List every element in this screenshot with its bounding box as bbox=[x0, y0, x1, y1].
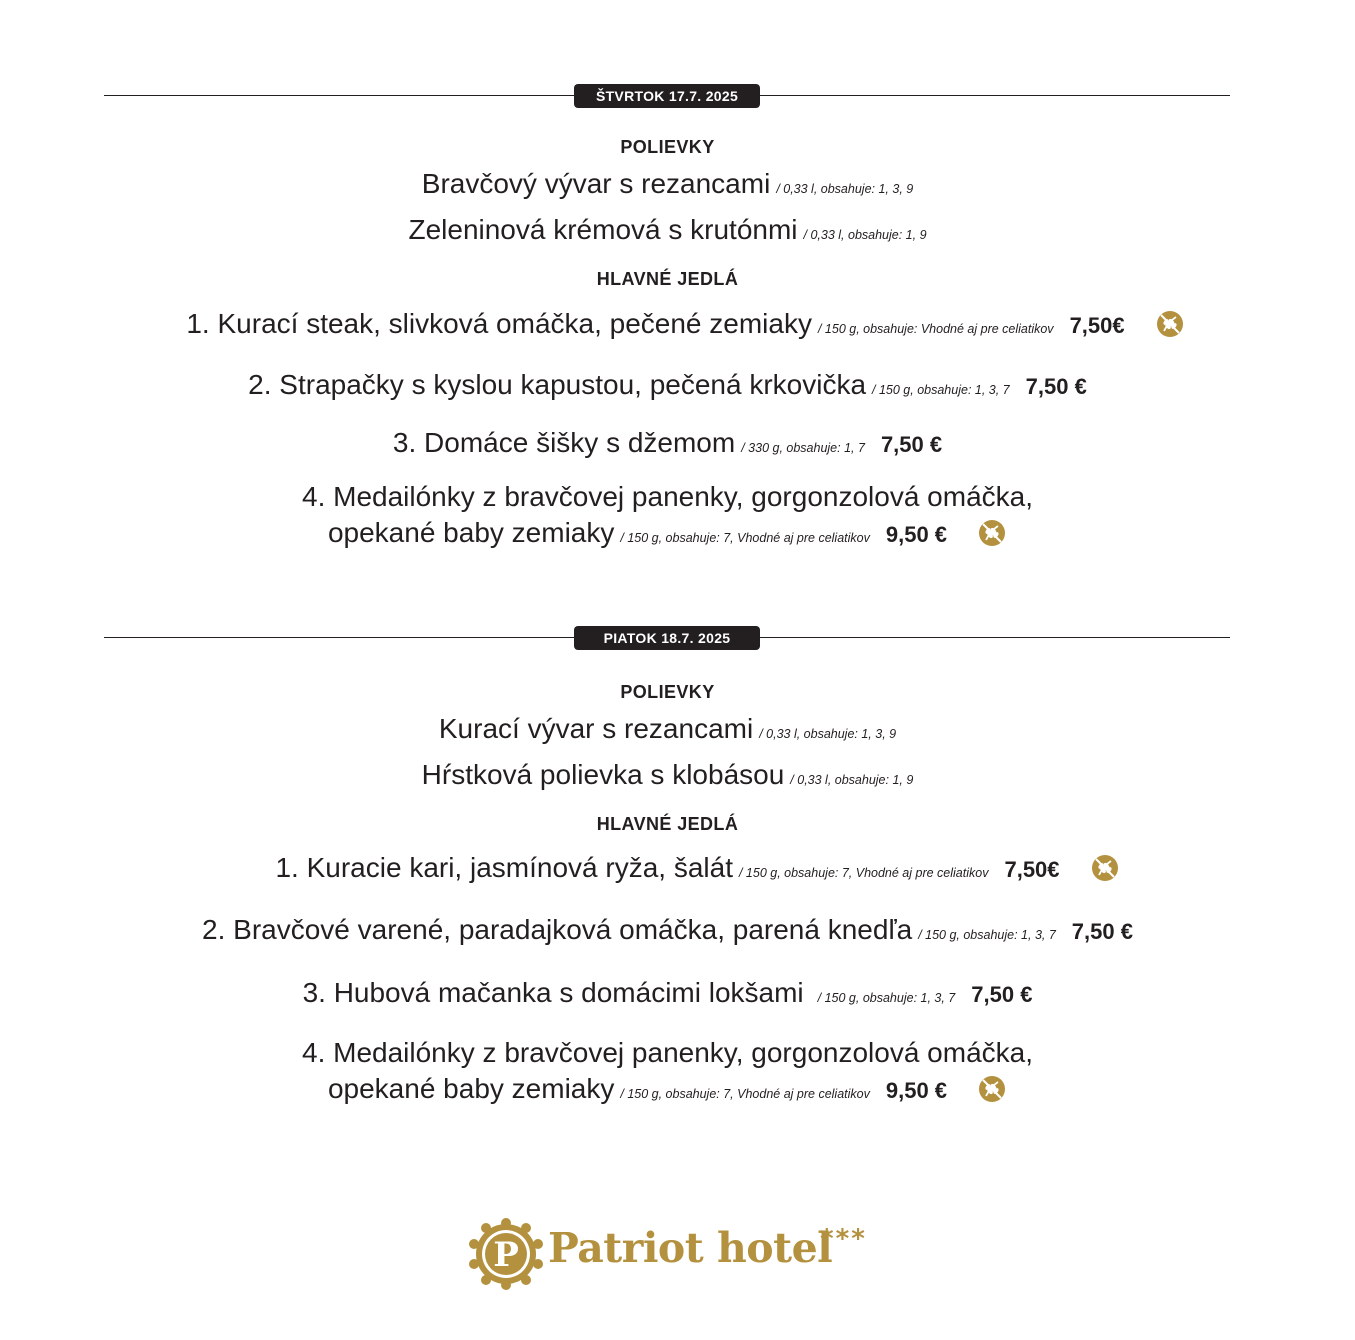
dish-info: / 150 g, obsahuje: 7, Vhodné aj pre celiatikov bbox=[738, 866, 989, 880]
dish-name: 1. Kuracie kari, jasmínová ryža, šalát bbox=[275, 852, 733, 883]
main-dish-item-line2 bbox=[0, 1073, 1335, 1105]
mains-heading: HLAVNÉ JEDLÁ bbox=[596, 269, 739, 289]
main-dish-item bbox=[30, 852, 1355, 884]
svg-text:P: P bbox=[493, 1235, 519, 1275]
soups-heading: POLIEVKY bbox=[620, 682, 715, 702]
dish-price: 7,50€ bbox=[1004, 857, 1060, 882]
dish-price: 9,50 € bbox=[885, 1078, 948, 1103]
main-dish-item bbox=[0, 914, 1335, 946]
soup-info: / 0,33 l, obsahuje: 1, 3, 9 bbox=[776, 182, 914, 196]
gluten-free-icon bbox=[977, 518, 1007, 548]
soup-item bbox=[0, 759, 1335, 791]
dish-info: / 330 g, obsahuje: 1, 7 bbox=[741, 441, 865, 455]
dish-info: / 150 g, obsahuje: 7, Vhodné aj pre celiatikov bbox=[620, 1087, 870, 1101]
dish-info: / 150 g, obsahuje: 7, Vhodné aj pre celiatikov bbox=[620, 531, 870, 545]
main-dish-item bbox=[18, 308, 1353, 340]
dish-info: / 150 g, obsahuje: 1, 3, 7 bbox=[817, 991, 956, 1005]
dish-price: 9,50 € bbox=[885, 522, 948, 547]
logo-text: Patriot hotel bbox=[548, 1224, 833, 1272]
dish-name: 3. Hubová mačanka s domácimi lokšami bbox=[302, 977, 804, 1008]
logo-badge-icon bbox=[468, 1218, 544, 1290]
soup-name: Kurací vývar s rezancami bbox=[438, 713, 754, 744]
main-dish-item bbox=[0, 369, 1335, 401]
dish-name: opekané baby zemiaky bbox=[327, 517, 615, 548]
dish-name: 4. Medailónky z bravčovej panenky, gorgonzolová omáčka, bbox=[302, 481, 1033, 512]
main-dish-item-line1 bbox=[0, 1037, 1335, 1069]
dish-name: 2. Strapačky s kyslou kapustou, pečená krkovička bbox=[248, 369, 867, 400]
dish-name: 3. Domáce šišky s džemom bbox=[392, 427, 736, 458]
gluten-free-icon bbox=[977, 1074, 1007, 1104]
dish-info: / 150 g, obsahuje: 1, 3, 7 bbox=[918, 928, 1056, 942]
soup-name: Zeleninová krémová s krutónmi bbox=[408, 214, 798, 245]
soup-item bbox=[0, 214, 1335, 246]
soups-heading: POLIEVKY bbox=[620, 137, 715, 157]
logo-stars: *** bbox=[820, 1224, 867, 1254]
main-dish-item bbox=[0, 977, 1335, 1009]
dish-price: 7,50€ bbox=[1069, 313, 1125, 338]
main-dish-item-line2 bbox=[0, 517, 1335, 549]
soup-info: / 0,33 l, obsahuje: 1, 9 bbox=[790, 773, 914, 787]
dish-price: 7,50 € bbox=[1025, 374, 1087, 399]
dish-name: 4. Medailónky z bravčovej panenky, gorgonzolová omáčka, bbox=[302, 1037, 1033, 1068]
dish-price: 7,50 € bbox=[971, 982, 1033, 1007]
dish-price: 7,50 € bbox=[880, 432, 943, 457]
soup-info: / 0,33 l, obsahuje: 1, 9 bbox=[803, 228, 927, 242]
dish-name: 1. Kurací steak, slivková omáčka, pečené zemiaky bbox=[186, 308, 812, 339]
day-date-badge: PIATOK 18.7. 2025 bbox=[574, 626, 760, 650]
soup-name: Bravčový vývar s rezancami bbox=[421, 168, 771, 199]
dish-name: 2. Bravčové varené, paradajková omáčka, parená knedľa bbox=[202, 914, 913, 945]
main-dish-item-line1 bbox=[0, 481, 1335, 513]
gluten-free-icon bbox=[1155, 309, 1185, 339]
day-date-badge: ŠTVRTOK 17.7. 2025 bbox=[574, 84, 760, 108]
dish-info: / 150 g, obsahuje: Vhodné aj pre celiatikov bbox=[817, 322, 1054, 336]
dish-price: 7,50 € bbox=[1071, 919, 1133, 944]
mains-heading: HLAVNÉ JEDLÁ bbox=[596, 814, 739, 834]
hotel-logo bbox=[468, 1216, 878, 1290]
dish-name: opekané baby zemiaky bbox=[327, 1073, 615, 1104]
soup-name: Hŕstková polievka s klobásou bbox=[421, 759, 785, 790]
gluten-free-icon bbox=[1090, 853, 1120, 883]
main-dish-item bbox=[0, 427, 1335, 459]
soup-info: / 0,33 l, obsahuje: 1, 3, 9 bbox=[759, 727, 897, 741]
dish-info: / 150 g, obsahuje: 1, 3, 7 bbox=[872, 383, 1010, 397]
soup-item bbox=[0, 168, 1335, 200]
soup-item bbox=[0, 713, 1335, 745]
